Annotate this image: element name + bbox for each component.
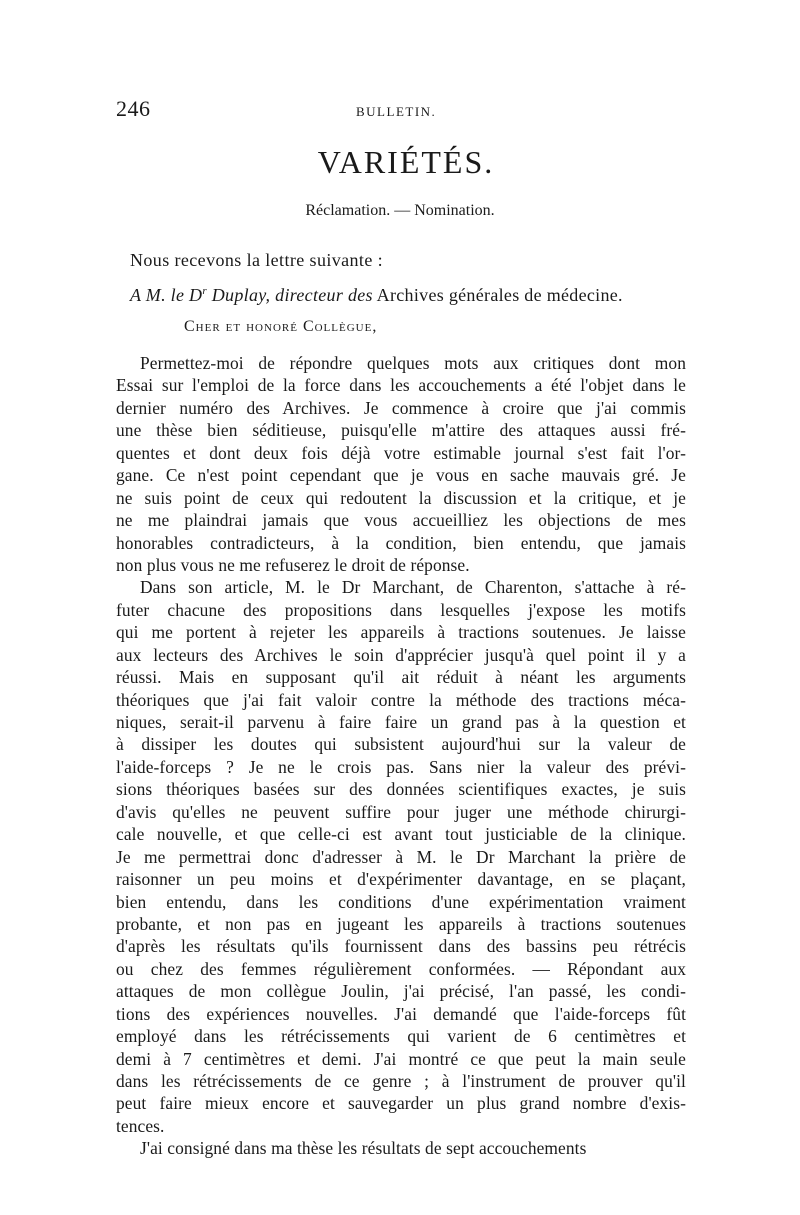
page-header xyxy=(116,96,686,126)
body-line: tions des expériences nouvelles. J'ai demandé que l'aide-forceps fût xyxy=(116,1003,686,1024)
body-line: réussi. Mais en supposant qu'il ait réduit à néant les arguments xyxy=(116,667,686,688)
body-line: dernier numéro des Archives. Je commence à croire que j'ai commis xyxy=(116,397,686,418)
body-line: honorables contradicteurs, à la condition, bien entendu, que jamais xyxy=(116,532,686,553)
body-line: raisonner un peu moins et d'expérimenter davantage, en se plaçant, xyxy=(116,869,686,890)
body-line: l'aide-forceps ? Je ne le crois pas. Sans nier la valeur des prévi- xyxy=(116,756,686,777)
body-line: Permettez-moi de répondre quelques mots aux critiques dont mon xyxy=(140,353,686,373)
body-line: futer chacune des propositions dans lesquelles j'expose les motifs xyxy=(116,599,686,620)
addressee-prefix: A M. le D xyxy=(130,285,203,305)
addressee-sup: r xyxy=(202,285,207,297)
letter-addressee xyxy=(130,285,623,306)
addressee-name: Duplay, directeur des xyxy=(206,285,373,305)
page-number: 246 xyxy=(116,96,151,121)
section-title: VARIÉTÉS. xyxy=(317,144,495,180)
body-line: quentes et dont deux fois déjà votre estimable journal s'est fait l'or- xyxy=(116,442,686,463)
body-line: ne suis point de ceux qui redoutent la discussion et la critique, et je xyxy=(116,487,686,508)
body-line: Essai sur l'emploi de la force dans les accouchements a été l'objet dans le xyxy=(116,375,686,396)
body-line: dans les rétrécissements de ce genre ; à l'instrument de prouver qu'il xyxy=(116,1071,686,1091)
body-line: attaques de mon collègue Joulin, j'ai précisé, l'an passé, les condi- xyxy=(116,981,686,1002)
letter-body xyxy=(116,352,686,1160)
addressee-journal: Archives générales de médecine. xyxy=(372,285,623,305)
body-line: J'ai consigné dans ma thèse les résultats de sept accouchements xyxy=(140,1138,587,1159)
body-line: employé dans les rétrécissements qui varient de 6 centimètres et xyxy=(116,1026,686,1047)
body-line: sions théoriques basées sur des données scientifiques exactes, je suis xyxy=(116,779,686,800)
body-line: une thèse bien séditieuse, puisqu'elle m'attire des attaques aussi fré- xyxy=(116,420,686,441)
body-line: Dans son article, M. le Dr Marchant, de Charenton, s'attache à ré- xyxy=(140,577,686,598)
section-subtitle: Réclamation. — Nomination. xyxy=(305,202,495,219)
body-line: d'après les résultats qu'ils fournissent dans des bassins peu rétrécis xyxy=(116,936,686,957)
body-line: Je me permettrai donc d'adresser à M. le Dr Marchant la prière de xyxy=(116,846,686,867)
body-line: gane. Ce n'est point cependant que je vous en sache mauvais gré. Je xyxy=(116,465,686,486)
body-line: ou chez des femmes régulièrement conformées. — Répondant aux xyxy=(116,958,686,979)
body-line: demi à 7 centimètres et demi. J'ai montré ce que peut la main seule xyxy=(116,1048,686,1069)
running-head: BULLETIN. xyxy=(356,104,437,119)
body-line: cale nouvelle, et que celle-ci est avant tout justiciable de la clinique. xyxy=(116,824,686,845)
body-line: non plus vous ne me refuserez le droit de réponse. xyxy=(116,554,470,575)
body-line: niques, serait-il parvenu à faire faire un grand pas à la question et xyxy=(116,712,686,732)
body-line: aux lecteurs des Archives le soin d'apprécier jusqu'à quel point il y a xyxy=(116,644,686,665)
body-line: qui me portent à rejeter les appareils à tractions soutenues. Je laisse xyxy=(116,622,686,643)
body-line: théoriques que j'ai fait valoir contre la méthode des tractions méca- xyxy=(116,689,686,710)
body-line: peut faire mieux encore et sauvegarder un plus grand nombre d'exis- xyxy=(116,1093,686,1114)
body-line: d'avis qu'elles ne peuvent suffire pour juger une méthode chirurgi- xyxy=(116,801,686,822)
letter-salutation: Cher et honoré Collègue, xyxy=(184,318,378,335)
body-line: ne me plaindrai jamais que vous accueilliez les objections de mes xyxy=(116,510,686,531)
body-line: à dissiper les doutes qui subsistent aujourd'hui sur la valeur de xyxy=(116,734,686,755)
body-line: probante, et non pas en jugeant les appareils à tractions soutenues xyxy=(116,913,686,934)
body-line: bien entendu, dans les conditions d'une expérimentation vraiment xyxy=(116,891,686,912)
intro-line: Nous recevons la lettre suivante : xyxy=(130,250,384,270)
body-line: tences. xyxy=(116,1115,165,1136)
